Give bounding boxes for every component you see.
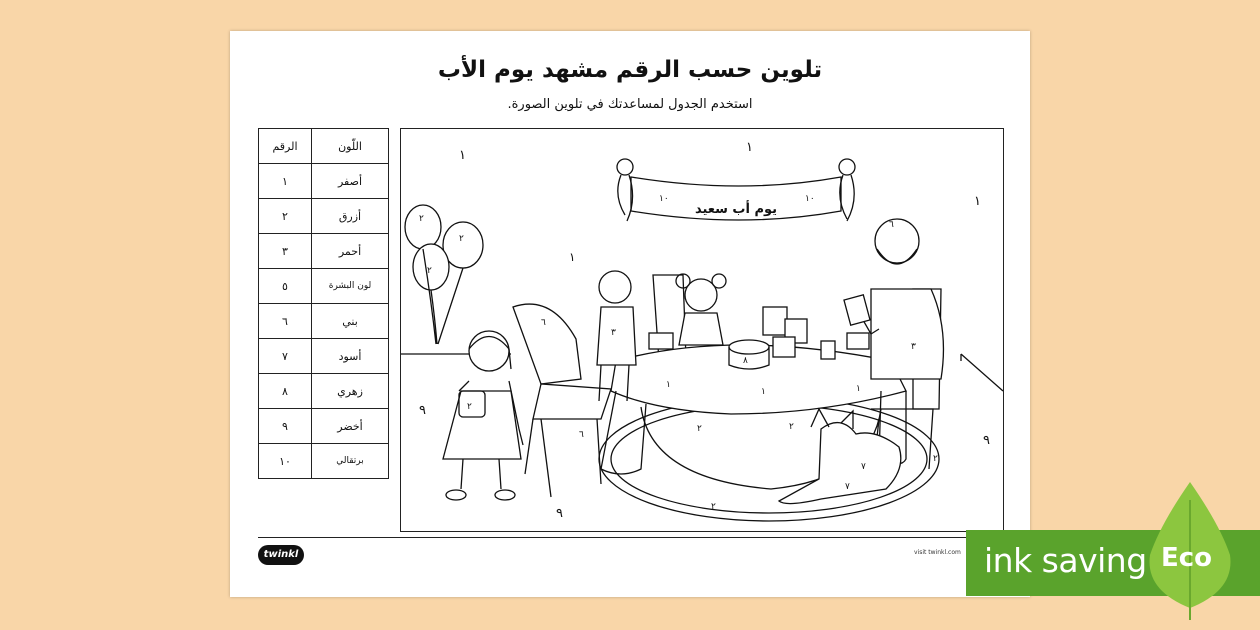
key-color: بني [312,304,389,339]
key-number: ٨ [259,374,312,409]
label: ١ [856,384,861,394]
twinkl-logo: twinkl [258,545,304,565]
label: ٩ [983,433,990,448]
key-number: ٧ [259,339,312,374]
key-color: أحمر [312,234,389,269]
label: ١ [974,194,981,209]
label: ١ [459,148,466,163]
key-number: ١ [259,164,312,199]
key-color: برتقالي [312,444,389,479]
key-header-color: اللّون [312,129,389,164]
visit-text: visit twinkl.com [914,549,961,556]
label: ٢ [467,402,472,412]
key-row [259,444,389,479]
key-number: ١٠ [259,444,312,479]
label: ٦ [579,430,584,440]
key-row [259,409,389,444]
coloring-scene [400,128,1004,532]
key-color: أزرق [312,199,389,234]
label: ٦ [541,318,546,328]
key-color: أسود [312,339,389,374]
label: ١ [569,250,576,264]
label: ٩ [419,403,426,418]
key-header-row [259,129,389,164]
worksheet-subtitle: استخدم الجدول لمساعدتك في تلوين الصورة. [507,97,753,112]
key-row [259,339,389,374]
banner [617,159,855,221]
key-number: ٩ [259,409,312,444]
label: ٢ [427,266,432,276]
worksheet-title: تلوين حسب الرقم مشهد يوم الأب [437,57,823,83]
eco-badge: Eco [1161,543,1213,573]
label: ٨ [743,356,748,366]
scene-drawing [401,129,1003,531]
ink-saving-text: ink saving [984,541,1147,580]
label: ١٠ [659,194,669,204]
footer-divider [258,537,1000,538]
balloons [405,205,483,344]
label: ٢ [789,422,794,432]
label: ١ [746,140,753,155]
banner-text: يوم أب سعيد [694,202,778,217]
worksheet-page [230,31,1030,597]
key-color: أخضر [312,409,389,444]
dog-figure [779,409,901,504]
label: ٧ [845,482,850,492]
key-color: لون البشرة [312,269,389,304]
key-number: ٢ [259,199,312,234]
label: ٣ [611,328,616,338]
label: ٢ [419,214,424,224]
key-header-number: الرقم [259,129,312,164]
label: ٣ [911,342,916,352]
key-row [259,199,389,234]
key-number: ٣ [259,234,312,269]
key-color: زهري [312,374,389,409]
key-number: ٦ [259,304,312,339]
key-row [259,164,389,199]
label: ٢ [711,502,716,512]
girl-figure [443,331,523,500]
label: ٢ [459,234,464,244]
color-key-table [258,128,389,479]
key-row [259,374,389,409]
label: ٦ [889,220,894,230]
key-number: ٥ [259,269,312,304]
key-row [259,304,389,339]
label: ٩ [556,506,563,521]
label: ١٠ [805,194,815,204]
label: ٢ [697,424,702,434]
label: ١ [761,387,766,397]
label: ١ [666,380,671,390]
label: ٧ [861,462,866,472]
label: ٢ [933,454,938,464]
key-row [259,269,389,304]
key-row [259,234,389,269]
key-color: أصفر [312,164,389,199]
